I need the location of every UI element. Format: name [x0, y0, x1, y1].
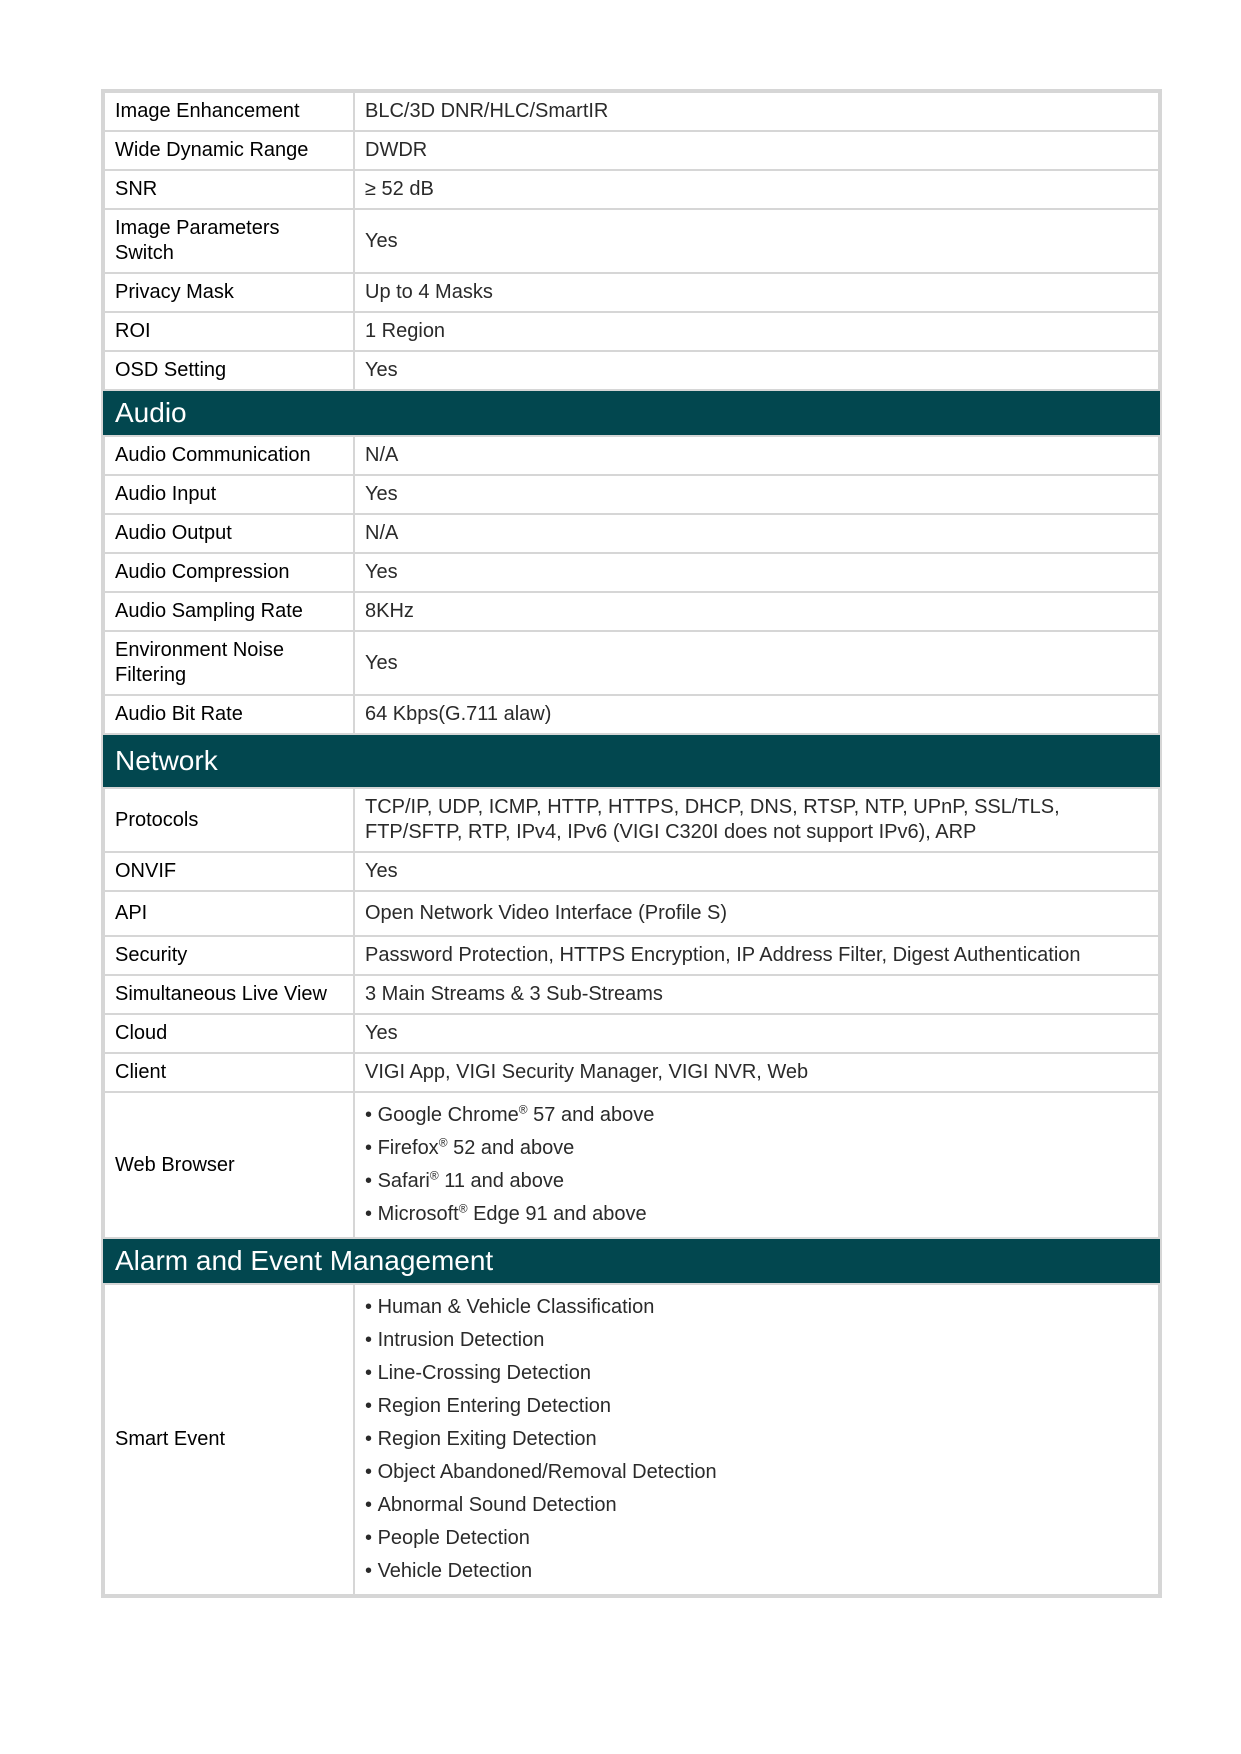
row-label: Privacy Mask — [104, 273, 354, 312]
table-row — [104, 1092, 1159, 1238]
row-label: Wide Dynamic Range — [104, 131, 354, 170]
row-value: VIGI App, VIGI Security Manager, VIGI NVR, Web — [354, 1053, 1159, 1092]
table-row — [104, 891, 1159, 936]
browser-list — [365, 1099, 1148, 1231]
row-value: 1 Region — [354, 312, 1159, 351]
registered-mark: ® — [438, 1135, 448, 1150]
row-value: Yes — [354, 852, 1159, 891]
section-header-audio — [104, 390, 1159, 436]
row-label: Audio Input — [104, 475, 354, 514]
table-row — [104, 1284, 1159, 1595]
table-row — [104, 351, 1159, 390]
table-row — [104, 514, 1159, 553]
list-item: • Safari® 11 and above — [365, 1165, 1148, 1198]
row-label: ROI — [104, 312, 354, 351]
row-label: Image Enhancement — [104, 92, 354, 131]
row-value — [354, 1284, 1159, 1595]
row-label: Audio Communication — [104, 436, 354, 475]
row-label: OSD Setting — [104, 351, 354, 390]
table-row — [104, 975, 1159, 1014]
row-label: Environment Noise Filtering — [104, 631, 354, 695]
table-row — [104, 92, 1159, 131]
row-value: Yes — [354, 351, 1159, 390]
list-item: • Intrusion Detection — [365, 1324, 1148, 1357]
registered-mark: ® — [458, 1201, 468, 1216]
row-value: N/A — [354, 436, 1159, 475]
table-row — [104, 273, 1159, 312]
row-label: API — [104, 891, 354, 936]
row-label: ONVIF — [104, 852, 354, 891]
spec-sheet — [101, 89, 1162, 1598]
section-header-network — [104, 734, 1159, 788]
list-item: • Line-Crossing Detection — [365, 1357, 1148, 1390]
smart-event-list — [365, 1291, 1148, 1588]
row-value: Yes — [354, 1014, 1159, 1053]
row-value: TCP/IP, UDP, ICMP, HTTP, HTTPS, DHCP, DNS, RTSP, NTP, UPnP, SSL/TLS, FTP/SFTP, RTP, IPv4, IPv6 (VIGI C320I does not support IPv6), ARP — [354, 788, 1159, 852]
table-row — [104, 592, 1159, 631]
row-label: Audio Bit Rate — [104, 695, 354, 734]
table-row — [104, 312, 1159, 351]
spec-table — [103, 91, 1160, 1596]
table-row — [104, 131, 1159, 170]
row-value: 64 Kbps(G.711 alaw) — [354, 695, 1159, 734]
row-label: Security — [104, 936, 354, 975]
registered-mark: ® — [518, 1102, 528, 1117]
list-item: • Abnormal Sound Detection — [365, 1489, 1148, 1522]
table-row — [104, 170, 1159, 209]
table-row — [104, 788, 1159, 852]
registered-mark: ® — [429, 1168, 439, 1183]
row-label: SNR — [104, 170, 354, 209]
row-value: Open Network Video Interface (Profile S) — [354, 891, 1159, 936]
row-value: ≥ 52 dB — [354, 170, 1159, 209]
table-row — [104, 631, 1159, 695]
row-label: Client — [104, 1053, 354, 1092]
row-value — [354, 1092, 1159, 1238]
list-item: • Firefox® 52 and above — [365, 1132, 1148, 1165]
row-label: Audio Sampling Rate — [104, 592, 354, 631]
row-value: Yes — [354, 631, 1159, 695]
table-row — [104, 852, 1159, 891]
table-row — [104, 936, 1159, 975]
table-row — [104, 1014, 1159, 1053]
list-item: • Human & Vehicle Classification — [365, 1291, 1148, 1324]
list-item: • Google Chrome® 57 and above — [365, 1099, 1148, 1132]
row-label: Image Parameters Switch — [104, 209, 354, 273]
row-value: Up to 4 Masks — [354, 273, 1159, 312]
row-label: Web Browser — [104, 1092, 354, 1238]
row-value: Yes — [354, 475, 1159, 514]
row-label: Protocols — [104, 788, 354, 852]
table-row — [104, 695, 1159, 734]
row-label: Simultaneous Live View — [104, 975, 354, 1014]
row-value: BLC/3D DNR/HLC/SmartIR — [354, 92, 1159, 131]
row-value: 8KHz — [354, 592, 1159, 631]
list-item: • Region Exiting Detection — [365, 1423, 1148, 1456]
list-item: • People Detection — [365, 1522, 1148, 1555]
row-label: Cloud — [104, 1014, 354, 1053]
list-item: • Vehicle Detection — [365, 1555, 1148, 1588]
table-row — [104, 1053, 1159, 1092]
row-value: 3 Main Streams & 3 Sub-Streams — [354, 975, 1159, 1014]
row-value: Yes — [354, 553, 1159, 592]
row-value: N/A — [354, 514, 1159, 553]
section-title: Network — [104, 734, 1159, 788]
list-item: • Region Entering Detection — [365, 1390, 1148, 1423]
table-row — [104, 436, 1159, 475]
row-value: Password Protection, HTTPS Encryption, IP Address Filter, Digest Authentication — [354, 936, 1159, 975]
section-header-alarm — [104, 1238, 1159, 1284]
row-value: DWDR — [354, 131, 1159, 170]
section-title: Alarm and Event Management — [104, 1238, 1159, 1284]
section-title: Audio — [104, 390, 1159, 436]
list-item: • Microsoft® Edge 91 and above — [365, 1198, 1148, 1231]
table-row — [104, 209, 1159, 273]
row-value: Yes — [354, 209, 1159, 273]
row-label: Audio Compression — [104, 553, 354, 592]
row-label: Audio Output — [104, 514, 354, 553]
table-row — [104, 553, 1159, 592]
table-row — [104, 475, 1159, 514]
list-item: • Object Abandoned/Removal Detection — [365, 1456, 1148, 1489]
row-label: Smart Event — [104, 1284, 354, 1595]
